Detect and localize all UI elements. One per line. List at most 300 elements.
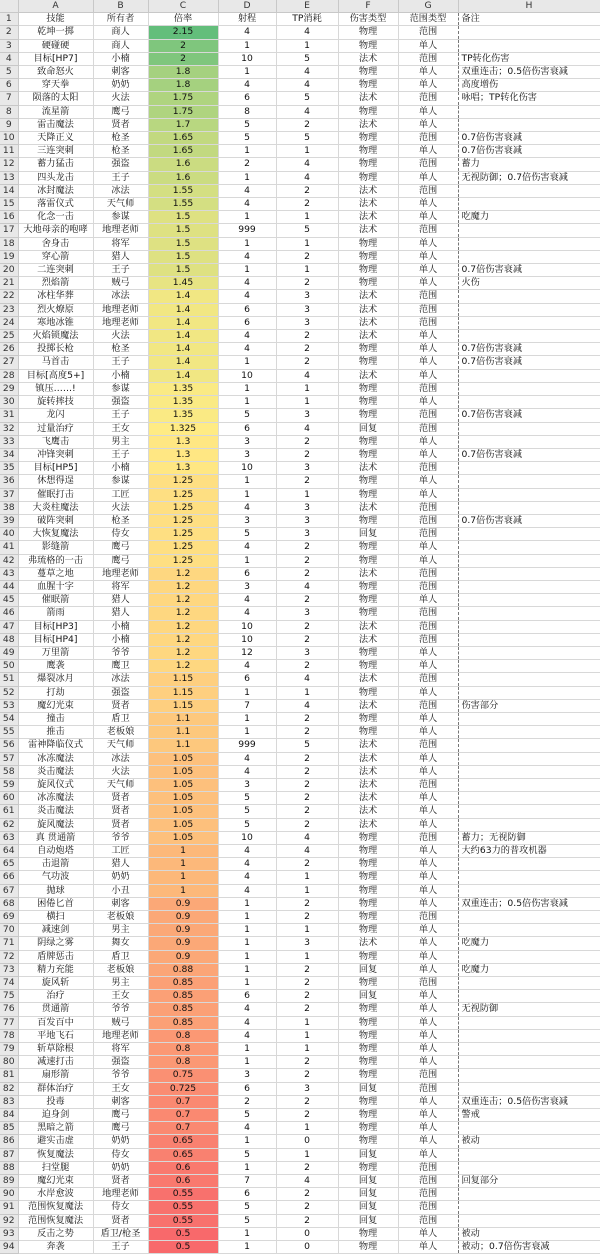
multiplier-cell[interactable]: 1.3 <box>148 435 218 448</box>
row-number[interactable]: 59 <box>0 778 18 791</box>
range-cell[interactable]: 1 <box>218 1043 276 1056</box>
notes-cell[interactable]: 蓄力 <box>458 158 600 171</box>
damage-type-cell[interactable]: 物理 <box>338 1095 398 1108</box>
owner-cell[interactable]: 将军 <box>93 1043 148 1056</box>
tp-cost-cell[interactable]: 3 <box>276 937 338 950</box>
damage-type-cell[interactable]: 法术 <box>338 501 398 514</box>
area-type-cell[interactable]: 单人 <box>398 963 458 976</box>
area-type-cell[interactable]: 单人 <box>398 805 458 818</box>
owner-cell[interactable]: 火法 <box>93 92 148 105</box>
damage-type-cell[interactable]: 物理 <box>338 79 398 92</box>
notes-cell[interactable] <box>458 673 600 686</box>
tp-cost-cell[interactable]: 1 <box>276 211 338 224</box>
area-type-cell[interactable]: 单人 <box>398 818 458 831</box>
row-number[interactable]: 24 <box>0 316 18 329</box>
row-number[interactable]: 1 <box>0 13 18 26</box>
row-number[interactable]: 31 <box>0 409 18 422</box>
area-type-cell[interactable]: 单人 <box>398 145 458 158</box>
tp-cost-cell[interactable]: 1 <box>276 1148 338 1161</box>
tp-cost-cell[interactable]: 1 <box>276 884 338 897</box>
notes-cell[interactable] <box>458 198 600 211</box>
notes-cell[interactable]: 0.7倍伤害衰减 <box>458 132 600 145</box>
owner-cell[interactable]: 男主 <box>93 924 148 937</box>
notes-cell[interactable] <box>458 646 600 659</box>
area-type-cell[interactable]: 单人 <box>398 66 458 79</box>
notes-cell[interactable] <box>458 911 600 924</box>
damage-type-cell[interactable]: 物理 <box>338 382 398 395</box>
row-number[interactable]: 61 <box>0 805 18 818</box>
skill-cell[interactable]: 火焰锁魔法 <box>18 330 93 343</box>
area-type-cell[interactable]: 范围 <box>398 911 458 924</box>
skill-cell[interactable]: 寒地冰锥 <box>18 316 93 329</box>
owner-cell[interactable]: 刺客 <box>93 897 148 910</box>
tp-cost-cell[interactable]: 2 <box>276 277 338 290</box>
area-type-cell[interactable]: 单人 <box>398 198 458 211</box>
header-owner[interactable]: 所有者 <box>93 13 148 26</box>
area-type-cell[interactable]: 单人 <box>398 924 458 937</box>
multiplier-cell[interactable]: 1.5 <box>148 237 218 250</box>
owner-cell[interactable]: 侍女 <box>93 1148 148 1161</box>
area-type-cell[interactable]: 范围 <box>398 303 458 316</box>
range-cell[interactable]: 4 <box>218 845 276 858</box>
area-type-cell[interactable]: 单人 <box>398 211 458 224</box>
owner-cell[interactable]: 侍女 <box>93 1201 148 1214</box>
skill-cell[interactable]: 精力充能 <box>18 963 93 976</box>
multiplier-cell[interactable]: 0.8 <box>148 1056 218 1069</box>
area-type-cell[interactable]: 范围 <box>398 528 458 541</box>
range-cell[interactable]: 4 <box>218 501 276 514</box>
damage-type-cell[interactable]: 物理 <box>338 1069 398 1082</box>
row-number[interactable]: 93 <box>0 1227 18 1240</box>
notes-cell[interactable]: 吃魔力 <box>458 963 600 976</box>
owner-cell[interactable]: 地理老师 <box>93 303 148 316</box>
notes-cell[interactable] <box>458 805 600 818</box>
row-number[interactable]: 10 <box>0 132 18 145</box>
range-cell[interactable]: 3 <box>218 778 276 791</box>
area-type-cell[interactable]: 单人 <box>398 448 458 461</box>
damage-type-cell[interactable]: 物理 <box>338 66 398 79</box>
owner-cell[interactable]: 贤者 <box>93 118 148 131</box>
notes-cell[interactable] <box>458 118 600 131</box>
range-cell[interactable]: 1 <box>218 1241 276 1254</box>
row-number[interactable]: 14 <box>0 184 18 197</box>
tp-cost-cell[interactable]: 4 <box>276 699 338 712</box>
damage-type-cell[interactable]: 物理 <box>338 105 398 118</box>
damage-type-cell[interactable]: 物理 <box>338 1122 398 1135</box>
notes-cell[interactable] <box>458 1188 600 1201</box>
owner-cell[interactable]: 贤者 <box>93 805 148 818</box>
column-header-E[interactable]: E <box>276 0 338 13</box>
range-cell[interactable]: 5 <box>218 528 276 541</box>
range-cell[interactable]: 1 <box>218 211 276 224</box>
skill-cell[interactable]: 打劫 <box>18 686 93 699</box>
multiplier-cell[interactable]: 1.2 <box>148 646 218 659</box>
area-type-cell[interactable]: 范围 <box>398 224 458 237</box>
row-number[interactable]: 85 <box>0 1122 18 1135</box>
notes-cell[interactable] <box>458 224 600 237</box>
tp-cost-cell[interactable]: 4 <box>276 66 338 79</box>
row-number[interactable]: 45 <box>0 594 18 607</box>
skill-cell[interactable]: 鹰袭 <box>18 660 93 673</box>
damage-type-cell[interactable]: 物理 <box>338 1056 398 1069</box>
notes-cell[interactable] <box>458 726 600 739</box>
owner-cell[interactable]: 奶奶 <box>93 79 148 92</box>
tp-cost-cell[interactable]: 2 <box>276 594 338 607</box>
skill-cell[interactable]: 四头龙击 <box>18 171 93 184</box>
row-number[interactable]: 15 <box>0 198 18 211</box>
damage-type-cell[interactable]: 法术 <box>338 778 398 791</box>
tp-cost-cell[interactable]: 2 <box>276 198 338 211</box>
skill-cell[interactable]: 旋风仪式 <box>18 778 93 791</box>
range-cell[interactable]: 5 <box>218 1214 276 1227</box>
skill-cell[interactable]: 镇压……! <box>18 382 93 395</box>
owner-cell[interactable]: 天气师 <box>93 198 148 211</box>
skill-cell[interactable]: 休想得逞 <box>18 475 93 488</box>
range-cell[interactable]: 6 <box>218 92 276 105</box>
range-cell[interactable]: 4 <box>218 752 276 765</box>
tp-cost-cell[interactable]: 1 <box>276 1029 338 1042</box>
owner-cell[interactable]: 商人 <box>93 26 148 39</box>
owner-cell[interactable]: 冰法 <box>93 184 148 197</box>
notes-cell[interactable] <box>458 752 600 765</box>
tp-cost-cell[interactable]: 4 <box>276 79 338 92</box>
range-cell[interactable]: 4 <box>218 1029 276 1042</box>
area-type-cell[interactable]: 单人 <box>398 264 458 277</box>
skill-cell[interactable]: 三连突刺 <box>18 145 93 158</box>
row-number[interactable]: 50 <box>0 660 18 673</box>
damage-type-cell[interactable]: 物理 <box>338 911 398 924</box>
multiplier-cell[interactable]: 1.2 <box>148 660 218 673</box>
notes-cell[interactable] <box>458 977 600 990</box>
row-number[interactable]: 23 <box>0 303 18 316</box>
notes-cell[interactable] <box>458 620 600 633</box>
area-type-cell[interactable]: 单人 <box>398 250 458 263</box>
owner-cell[interactable]: 王子 <box>93 356 148 369</box>
notes-cell[interactable] <box>458 871 600 884</box>
multiplier-cell[interactable]: 1.15 <box>148 699 218 712</box>
area-type-cell[interactable]: 单人 <box>398 937 458 950</box>
area-type-cell[interactable]: 单人 <box>398 726 458 739</box>
multiplier-cell[interactable]: 1.55 <box>148 184 218 197</box>
tp-cost-cell[interactable]: 0 <box>276 1241 338 1254</box>
skill-cell[interactable]: 斩草除根 <box>18 1043 93 1056</box>
row-number[interactable]: 13 <box>0 171 18 184</box>
skill-cell[interactable]: 撞击 <box>18 712 93 725</box>
owner-cell[interactable]: 枪圣 <box>93 343 148 356</box>
skill-cell[interactable]: 平地飞石 <box>18 1029 93 1042</box>
notes-cell[interactable] <box>458 1214 600 1227</box>
row-number[interactable]: 71 <box>0 937 18 950</box>
row-number[interactable]: 73 <box>0 963 18 976</box>
skill-cell[interactable]: 阴绿之雾 <box>18 937 93 950</box>
notes-cell[interactable]: 被动 <box>458 1135 600 1148</box>
skill-cell[interactable]: 推击 <box>18 726 93 739</box>
multiplier-cell[interactable]: 0.7 <box>148 1109 218 1122</box>
area-type-cell[interactable]: 范围 <box>398 132 458 145</box>
tp-cost-cell[interactable]: 4 <box>276 422 338 435</box>
range-cell[interactable]: 1 <box>218 66 276 79</box>
tp-cost-cell[interactable]: 1 <box>276 237 338 250</box>
skill-cell[interactable]: 范围恢复魔法 <box>18 1214 93 1227</box>
range-cell[interactable]: 10 <box>218 620 276 633</box>
skill-cell[interactable]: 爆裂冰月 <box>18 673 93 686</box>
damage-type-cell[interactable]: 物理 <box>338 475 398 488</box>
range-cell[interactable]: 10 <box>218 369 276 382</box>
owner-cell[interactable]: 盾卫 <box>93 950 148 963</box>
row-number[interactable]: 70 <box>0 924 18 937</box>
header-tp-cost[interactable]: TP消耗 <box>276 13 338 26</box>
tp-cost-cell[interactable]: 1 <box>276 382 338 395</box>
row-number[interactable]: 28 <box>0 369 18 382</box>
skill-cell[interactable]: 流星箭 <box>18 105 93 118</box>
area-type-cell[interactable]: 范围 <box>398 52 458 65</box>
notes-cell[interactable] <box>458 1029 600 1042</box>
multiplier-cell[interactable]: 0.6 <box>148 1175 218 1188</box>
damage-type-cell[interactable]: 物理 <box>338 660 398 673</box>
area-type-cell[interactable]: 单人 <box>398 1056 458 1069</box>
skill-cell[interactable]: 陨落的太阳 <box>18 92 93 105</box>
skill-cell[interactable]: 魔幻光束 <box>18 699 93 712</box>
owner-cell[interactable]: 小丑 <box>93 884 148 897</box>
row-number[interactable]: 83 <box>0 1095 18 1108</box>
owner-cell[interactable]: 王子 <box>93 409 148 422</box>
notes-cell[interactable] <box>458 778 600 791</box>
damage-type-cell[interactable]: 物理 <box>338 1135 398 1148</box>
row-number[interactable]: 49 <box>0 646 18 659</box>
area-type-cell[interactable]: 单人 <box>398 541 458 554</box>
owner-cell[interactable]: 王子 <box>93 264 148 277</box>
range-cell[interactable]: 4 <box>218 26 276 39</box>
tp-cost-cell[interactable]: 4 <box>276 580 338 593</box>
skill-cell[interactable]: 反击之势 <box>18 1227 93 1240</box>
area-type-cell[interactable]: 单人 <box>398 858 458 871</box>
tp-cost-cell[interactable]: 1 <box>276 1122 338 1135</box>
multiplier-cell[interactable]: 1.5 <box>148 250 218 263</box>
tp-cost-cell[interactable]: 1 <box>276 1016 338 1029</box>
row-number[interactable]: 72 <box>0 950 18 963</box>
tp-cost-cell[interactable]: 4 <box>276 158 338 171</box>
multiplier-cell[interactable]: 1.35 <box>148 409 218 422</box>
range-cell[interactable]: 1 <box>218 39 276 52</box>
multiplier-cell[interactable]: 1.4 <box>148 290 218 303</box>
skill-cell[interactable]: 冰柱华葬 <box>18 290 93 303</box>
row-number[interactable]: 26 <box>0 343 18 356</box>
notes-cell[interactable]: 伤害部分 <box>458 699 600 712</box>
area-type-cell[interactable]: 范围 <box>398 673 458 686</box>
notes-cell[interactable] <box>458 990 600 1003</box>
area-type-cell[interactable]: 单人 <box>398 765 458 778</box>
notes-cell[interactable]: 0.7倍伤害衰减 <box>458 343 600 356</box>
range-cell[interactable]: 8 <box>218 105 276 118</box>
damage-type-cell[interactable]: 法术 <box>338 184 398 197</box>
area-type-cell[interactable]: 单人 <box>398 1135 458 1148</box>
multiplier-cell[interactable]: 1.05 <box>148 778 218 791</box>
range-cell[interactable]: 5 <box>218 1148 276 1161</box>
notes-cell[interactable] <box>458 303 600 316</box>
tp-cost-cell[interactable]: 5 <box>276 739 338 752</box>
header-area-type[interactable]: 范围类型 <box>398 13 458 26</box>
range-cell[interactable]: 4 <box>218 277 276 290</box>
owner-cell[interactable]: 猎人 <box>93 607 148 620</box>
damage-type-cell[interactable]: 物理 <box>338 435 398 448</box>
range-cell[interactable]: 6 <box>218 422 276 435</box>
row-number[interactable]: 48 <box>0 633 18 646</box>
owner-cell[interactable]: 爷爷 <box>93 1069 148 1082</box>
area-type-cell[interactable]: 范围 <box>398 1214 458 1227</box>
range-cell[interactable]: 7 <box>218 1175 276 1188</box>
skill-cell[interactable]: 减速剑 <box>18 924 93 937</box>
row-number[interactable]: 25 <box>0 330 18 343</box>
range-cell[interactable]: 1 <box>218 924 276 937</box>
damage-type-cell[interactable]: 回复 <box>338 1175 398 1188</box>
area-type-cell[interactable]: 范围 <box>398 514 458 527</box>
row-number[interactable]: 84 <box>0 1109 18 1122</box>
damage-type-cell[interactable]: 法术 <box>338 752 398 765</box>
owner-cell[interactable]: 猎人 <box>93 250 148 263</box>
notes-cell[interactable] <box>458 712 600 725</box>
area-type-cell[interactable]: 范围 <box>398 316 458 329</box>
damage-type-cell[interactable]: 回复 <box>338 990 398 1003</box>
notes-cell[interactable]: 0.7倍伤害衰减 <box>458 145 600 158</box>
tp-cost-cell[interactable]: 2 <box>276 990 338 1003</box>
column-header-D[interactable]: D <box>218 0 276 13</box>
area-type-cell[interactable]: 范围 <box>398 422 458 435</box>
damage-type-cell[interactable]: 物理 <box>338 1241 398 1254</box>
range-cell[interactable]: 1 <box>218 237 276 250</box>
owner-cell[interactable]: 男主 <box>93 435 148 448</box>
owner-cell[interactable]: 地理老师 <box>93 316 148 329</box>
tp-cost-cell[interactable]: 3 <box>276 514 338 527</box>
range-cell[interactable]: 1 <box>218 1227 276 1240</box>
range-cell[interactable]: 2 <box>218 1095 276 1108</box>
notes-cell[interactable] <box>458 858 600 871</box>
multiplier-cell[interactable]: 0.8 <box>148 1029 218 1042</box>
notes-cell[interactable] <box>458 316 600 329</box>
multiplier-cell[interactable]: 1 <box>148 871 218 884</box>
owner-cell[interactable]: 地理老师 <box>93 1029 148 1042</box>
range-cell[interactable]: 1 <box>218 1161 276 1174</box>
multiplier-cell[interactable]: 1.8 <box>148 79 218 92</box>
multiplier-cell[interactable]: 1.25 <box>148 554 218 567</box>
notes-cell[interactable] <box>458 488 600 501</box>
area-type-cell[interactable]: 单人 <box>398 871 458 884</box>
area-type-cell[interactable]: 单人 <box>398 277 458 290</box>
damage-type-cell[interactable]: 法术 <box>338 620 398 633</box>
damage-type-cell[interactable]: 法术 <box>338 699 398 712</box>
range-cell[interactable]: 1 <box>218 396 276 409</box>
skill-cell[interactable]: 硬碰硬 <box>18 39 93 52</box>
area-type-cell[interactable]: 单人 <box>398 237 458 250</box>
area-type-cell[interactable]: 单人 <box>398 646 458 659</box>
multiplier-cell[interactable]: 0.6 <box>148 1161 218 1174</box>
range-cell[interactable]: 1 <box>218 488 276 501</box>
multiplier-cell[interactable]: 0.65 <box>148 1148 218 1161</box>
area-type-cell[interactable]: 范围 <box>398 92 458 105</box>
skill-cell[interactable]: 催眠打击 <box>18 488 93 501</box>
owner-cell[interactable]: 地理老师 <box>93 224 148 237</box>
row-number[interactable]: 11 <box>0 145 18 158</box>
owner-cell[interactable]: 强盗 <box>93 396 148 409</box>
notes-cell[interactable]: 回复部分 <box>458 1175 600 1188</box>
damage-type-cell[interactable]: 物理 <box>338 250 398 263</box>
damage-type-cell[interactable]: 法术 <box>338 818 398 831</box>
column-header-H[interactable]: H <box>458 0 600 13</box>
range-cell[interactable]: 6 <box>218 303 276 316</box>
damage-type-cell[interactable]: 物理 <box>338 343 398 356</box>
owner-cell[interactable]: 老板娘 <box>93 963 148 976</box>
row-number[interactable]: 16 <box>0 211 18 224</box>
notes-cell[interactable] <box>458 884 600 897</box>
owner-cell[interactable]: 冰法 <box>93 752 148 765</box>
area-type-cell[interactable]: 单人 <box>398 845 458 858</box>
multiplier-cell[interactable]: 1.55 <box>148 198 218 211</box>
damage-type-cell[interactable]: 法术 <box>338 303 398 316</box>
range-cell[interactable]: 1 <box>218 1056 276 1069</box>
tp-cost-cell[interactable]: 2 <box>276 726 338 739</box>
range-cell[interactable]: 10 <box>218 831 276 844</box>
range-cell[interactable]: 1 <box>218 726 276 739</box>
owner-cell[interactable]: 参谋 <box>93 475 148 488</box>
notes-cell[interactable] <box>458 633 600 646</box>
owner-cell[interactable]: 参谋 <box>93 382 148 395</box>
tp-cost-cell[interactable]: 2 <box>276 818 338 831</box>
damage-type-cell[interactable]: 物理 <box>338 409 398 422</box>
owner-cell[interactable]: 鹰弓 <box>93 554 148 567</box>
row-number[interactable]: 12 <box>0 158 18 171</box>
skill-cell[interactable]: 治疗 <box>18 990 93 1003</box>
multiplier-cell[interactable]: 1.1 <box>148 726 218 739</box>
multiplier-cell[interactable]: 0.55 <box>148 1201 218 1214</box>
notes-cell[interactable] <box>458 607 600 620</box>
owner-cell[interactable]: 王子 <box>93 448 148 461</box>
tp-cost-cell[interactable]: 2 <box>276 1109 338 1122</box>
area-type-cell[interactable]: 范围 <box>398 778 458 791</box>
range-cell[interactable]: 4 <box>218 290 276 303</box>
area-type-cell[interactable]: 范围 <box>398 699 458 712</box>
multiplier-cell[interactable]: 1.1 <box>148 712 218 725</box>
tp-cost-cell[interactable]: 2 <box>276 858 338 871</box>
notes-cell[interactable] <box>458 1201 600 1214</box>
tp-cost-cell[interactable]: 1 <box>276 924 338 937</box>
tp-cost-cell[interactable]: 2 <box>276 1161 338 1174</box>
tp-cost-cell[interactable]: 3 <box>276 290 338 303</box>
multiplier-cell[interactable]: 1.25 <box>148 541 218 554</box>
skill-cell[interactable]: 炎击魔法 <box>18 765 93 778</box>
area-type-cell[interactable]: 单人 <box>398 171 458 184</box>
damage-type-cell[interactable]: 物理 <box>338 884 398 897</box>
tp-cost-cell[interactable]: 2 <box>276 1188 338 1201</box>
skill-cell[interactable]: 投掷长枪 <box>18 343 93 356</box>
row-number[interactable]: 40 <box>0 528 18 541</box>
owner-cell[interactable]: 工匠 <box>93 845 148 858</box>
notes-cell[interactable] <box>458 567 600 580</box>
skill-cell[interactable]: 减速打击 <box>18 1056 93 1069</box>
row-number[interactable]: 9 <box>0 118 18 131</box>
row-number[interactable]: 51 <box>0 673 18 686</box>
area-type-cell[interactable]: 单人 <box>398 39 458 52</box>
row-number[interactable]: 4 <box>0 52 18 65</box>
skill-cell[interactable]: 魔幻光束 <box>18 1175 93 1188</box>
header-damage-type[interactable]: 伤害类型 <box>338 13 398 26</box>
skill-cell[interactable]: 乾坤一掷 <box>18 26 93 39</box>
range-cell[interactable]: 5 <box>218 1201 276 1214</box>
tp-cost-cell[interactable]: 5 <box>276 132 338 145</box>
damage-type-cell[interactable]: 物理 <box>338 712 398 725</box>
range-cell[interactable]: 5 <box>218 805 276 818</box>
owner-cell[interactable]: 天气师 <box>93 739 148 752</box>
row-number[interactable]: 47 <box>0 620 18 633</box>
damage-type-cell[interactable]: 物理 <box>338 448 398 461</box>
